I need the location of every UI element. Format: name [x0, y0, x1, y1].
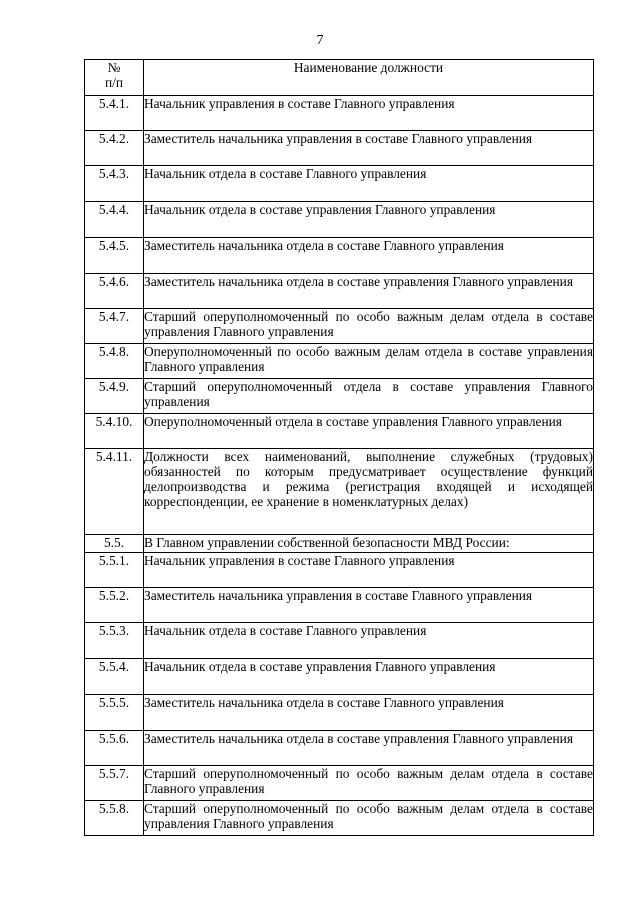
row-number: 5.5.1. — [85, 553, 144, 588]
row-number: 5.5.6. — [85, 731, 144, 766]
row-number: 5.4.9. — [85, 379, 144, 414]
row-number: 5.5.5. — [85, 695, 144, 731]
table-row — [85, 623, 594, 659]
row-number: 5.4.3. — [85, 166, 144, 202]
table-row — [85, 766, 594, 801]
row-number: 5.4.11. — [85, 449, 144, 535]
row-number: 5.5.8. — [85, 801, 144, 836]
position-name: Оперуполномоченный отдела в составе управления Главного управления — [144, 414, 594, 449]
position-name: Начальник отдела в составе Главного управления — [144, 166, 594, 202]
position-name: Заместитель начальника отдела в составе управления Главного управления — [144, 274, 594, 309]
position-name: Старший оперуполномоченный по особо важным делам отдела в составе Главного управления — [144, 766, 594, 801]
table-row — [85, 449, 594, 535]
position-name: Старший оперуполномоченный отдела в составе управления Главного управления — [144, 379, 594, 414]
position-name: Старший оперуполномоченный по особо важным делам отдела в составе управления Главного управления — [144, 309, 594, 344]
position-name: Заместитель начальника отдела в составе Главного управления — [144, 695, 594, 731]
column-header-number-line-2: п/п — [104, 75, 124, 90]
table-row — [85, 801, 594, 836]
section-heading: В Главном управлении собственной безопасности МВД России: — [144, 535, 594, 553]
position-name: Должности всех наименований, выполнение служебных (трудовых) обязанностей по которым предусматривает осуществление функций делопроизводства и режима (регистрация входящей и исходящей корреспонденции, ее хранение в номенклатурных делах) — [144, 449, 594, 535]
position-name: Начальник управления в составе Главного управления — [144, 96, 594, 131]
row-number: 5.5.4. — [85, 659, 144, 695]
position-name: Начальник отдела в составе управления Главного управления — [144, 202, 594, 238]
table-header-row — [85, 60, 594, 96]
position-name: Заместитель начальника управления в составе Главного управления — [144, 131, 594, 166]
row-number: 5.4.8. — [85, 344, 144, 379]
table-row — [85, 202, 594, 238]
column-header-number-line-1: № — [107, 60, 121, 75]
table-row — [85, 131, 594, 166]
column-header-position-name: Наименование должности — [144, 60, 594, 96]
position-name: Оперуполномоченный по особо важным делам отдела в составе управления Главного управления — [144, 344, 594, 379]
row-number: 5.5.3. — [85, 623, 144, 659]
table-row — [85, 588, 594, 623]
row-number: 5.4.5. — [85, 238, 144, 274]
positions-table — [84, 59, 594, 836]
table-row — [85, 553, 594, 588]
position-name: Начальник отдела в составе управления Главного управления — [144, 659, 594, 695]
row-number: 5.4.1. — [85, 96, 144, 131]
position-name: Старший оперуполномоченный по особо важным делам отдела в составе управления Главного управления — [144, 801, 594, 836]
row-number: 5.5. — [85, 535, 144, 553]
row-number: 5.4.6. — [85, 274, 144, 309]
row-number: 5.4.7. — [85, 309, 144, 344]
table-row — [85, 96, 594, 131]
table-row — [85, 309, 594, 344]
row-number: 5.4.4. — [85, 202, 144, 238]
table-row — [85, 344, 594, 379]
section-heading-row — [85, 535, 594, 553]
table-row — [85, 659, 594, 695]
column-header-number — [85, 60, 144, 96]
table-row — [85, 695, 594, 731]
row-number: 5.4.10. — [85, 414, 144, 449]
position-name: Заместитель начальника отдела в составе Главного управления — [144, 238, 594, 274]
row-number: 5.5.2. — [85, 588, 144, 623]
table-row — [85, 731, 594, 766]
table-row — [85, 166, 594, 202]
table-row — [85, 414, 594, 449]
page-number: 7 — [316, 33, 324, 48]
position-name: Заместитель начальника отдела в составе управления Главного управления — [144, 731, 594, 766]
table-row — [85, 238, 594, 274]
row-number: 5.4.2. — [85, 131, 144, 166]
position-name: Начальник отдела в составе Главного управления — [144, 623, 594, 659]
position-name: Начальник управления в составе Главного управления — [144, 553, 594, 588]
position-name: Заместитель начальника управления в составе Главного управления — [144, 588, 594, 623]
table-row — [85, 274, 594, 309]
row-number: 5.5.7. — [85, 766, 144, 801]
table-row — [85, 379, 594, 414]
